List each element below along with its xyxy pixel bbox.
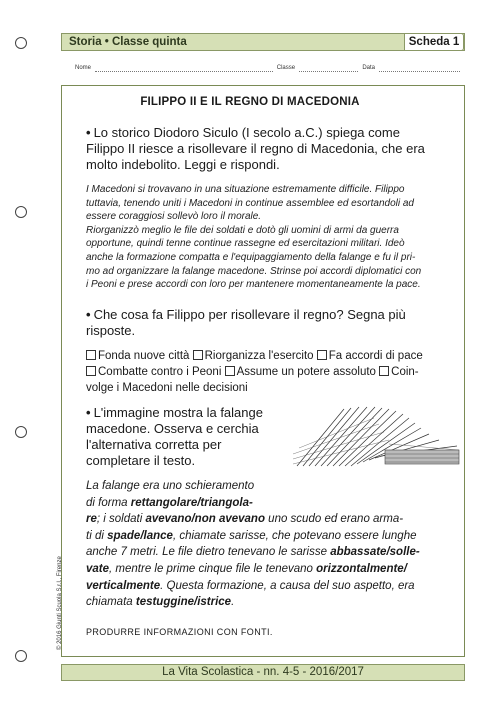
name-field[interactable]	[95, 65, 273, 72]
choice-direction[interactable]: orizzontalmente/	[316, 562, 407, 575]
checkbox-2[interactable]	[193, 350, 203, 360]
binder-hole-3	[15, 426, 27, 438]
question-1: • Lo storico Diodoro Siculo (I secolo a.C.) spiega come Filippo II riesce a risollevare il regno di Macedonia, che era molto indebolito. Leggi e rispondi.	[86, 125, 425, 172]
source-note: PRODURRE INFORMAZIONI CON FONTI.	[86, 627, 273, 637]
choice-name[interactable]: testuggine/istrice	[135, 596, 232, 609]
choice-position[interactable]: abbassate/solle-	[330, 546, 420, 559]
bullet-icon: •	[86, 405, 91, 420]
fill-in-text: La falange era uno schieramento di forma rettangolare/triangola- re; i soldati avevano/non avevano uno scudo ed erano arma- ti di spade/lance, chiamate sarisse, che potevano essere lunghe anche 7 metri. Le file dietro tenevano le sarisse abbassate/solle- vate, mentre le prime cinque file le tenevano orizzontalmente/ verticalmente. Questa formazione, a causa del suo aspetto, era chiamata testuggine/istrice.	[86, 480, 420, 609]
bullet-icon: •	[86, 125, 91, 140]
question-3: • L'immagine mostra la falange macedone. Osserva e cerchia l'alternativa corretta per completare il testo.	[86, 405, 263, 468]
checkbox-4[interactable]	[86, 366, 96, 376]
binder-hole-1	[15, 37, 27, 49]
date-label: Data	[362, 65, 376, 71]
checkbox-3[interactable]	[317, 350, 327, 360]
checkbox-6[interactable]	[379, 366, 389, 376]
choice-position-end[interactable]: vate	[86, 562, 110, 575]
date-field[interactable]	[379, 65, 460, 72]
student-fields	[75, 65, 460, 72]
class-label: Classe	[276, 65, 296, 71]
choice-shape[interactable]: rettangolare/triangola-	[130, 496, 253, 509]
question-2: • Che cosa fa Filippo per risollevare il regno? Segna più risposte.	[86, 307, 406, 338]
worksheet-title: FILIPPO II E IL REGNO DI MACEDONIA	[140, 96, 360, 108]
name-label: Nome	[75, 65, 92, 71]
bullet-icon: •	[86, 307, 91, 322]
checkbox-5[interactable]	[225, 366, 235, 376]
choice-shield[interactable]: avevano/non avevano	[145, 513, 265, 526]
choice-direction-end[interactable]: verticalmente	[86, 579, 161, 592]
choice-shape-end[interactable]: re	[86, 513, 97, 526]
class-field[interactable]	[299, 65, 358, 72]
sheet-number: Scheda 1	[404, 33, 464, 51]
footer-band: La Vita Scolastica - nn. 4-5 - 2016/2017	[61, 664, 465, 681]
checkbox-options: Fonda nuove città Riorganizza l'esercito Fa accordi di pace Combatte contro i Peoni Assume un potere assoluto Coin- volge i Macedoni nelle decisioni	[86, 350, 423, 394]
checkbox-1[interactable]	[86, 350, 96, 360]
copyright: © 2016 Giunti Scuola S.r.l., Firenze	[57, 556, 63, 650]
reading-text: I Macedoni si trovavano in una situazione estremamente difficile. Filippo tuttavia, tenendo uniti i Macedoni in continue assemblee ed esortandoli ad essere coraggiosi sollevò loro il morale. Riorganizzò meglio le file dei soldati e dotò gli uomini di armi da guerra opportune, quindi tenne continue rassegne ed esercitazioni militari. Ideò anche la formazione compatta e l'equipaggiamento della falange e fu il pri- mo ad organizzare la falange macedone. Strinse poi accordi diplomatici con i Peoni e prese accordi con loro per mantenere momentaneamente la pace.	[86, 184, 422, 291]
phalanx-illustration	[289, 404, 461, 470]
header-band	[61, 33, 465, 51]
choice-weapon[interactable]: spade/lance	[107, 529, 173, 542]
binder-hole-4	[15, 650, 27, 662]
binder-hole-2	[15, 206, 27, 218]
subject-title: Storia • Classe quinta	[69, 36, 187, 48]
